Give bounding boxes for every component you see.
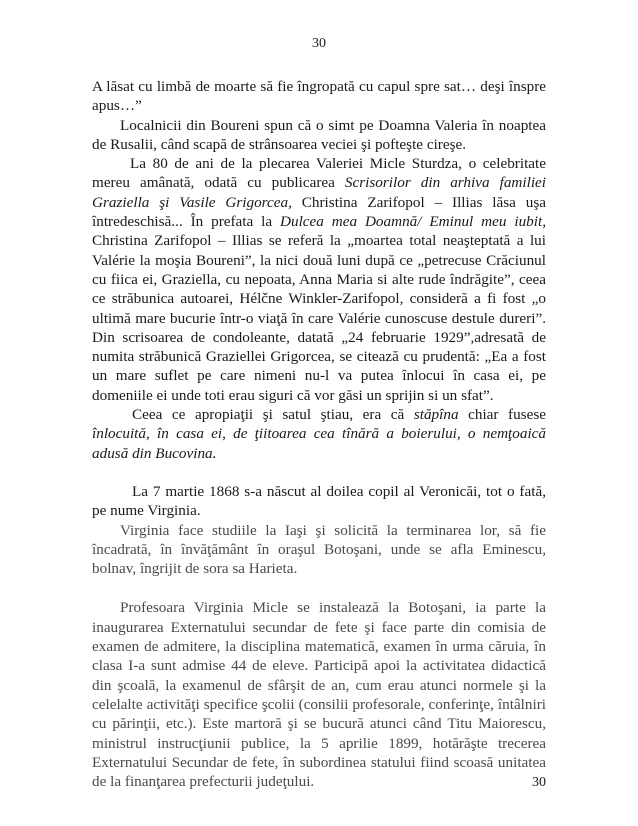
paragraph-3-text-3: Christina Zarifopol – Illias se referă la „moartea total neaşteptată a lui Valérie la moşia Boureni”, la nici două luni după ce „petrecuse Crăciunul cu fiica ei, Graziella, cu nepoata, Anna Maria si alte rude îndrăgite”, ceea ce străbunica autoarei, Hélčne Winkler-Zarifopol, consideră a fi fost „o ultimă mare bucurie într-o viaţă în care Valérie cunoscuse destule dureri”. Din scrisoarea de condoleante, datată „24 februarie 1929”,adresată de numita străbunică Graziellei Grigorcea, se citează cu prudentă: „Ea a fost un mare suflet pe care nimeni nu-l va putea înlocui în casa ei, pe domeniile ei unde toti erau siguri că vor găsi un sprijin si un sfat”. — [92, 232, 546, 404]
paragraph-4-italic-1: stăpîna — [413, 406, 459, 424]
paragraph-3-italic-2: Dulcea mea Doamnă/ Eminul meu iubit, — [280, 213, 546, 231]
paragraph-6: Virginia face studiile la Iaşi şi solicită la terminarea lor, să fie încadrată, în învăţământ în oraşul Botoşani, unde se afla Eminescu, bolnav, îngrijit de sora sa Harieta. — [92, 521, 546, 578]
paragraph-4 — [92, 405, 546, 463]
paragraph-1: A lăsat cu limbă de moarte să fie îngropată cu capul spre sat… deşi înspre apus…” — [92, 78, 546, 115]
page-number-bottom: 30 — [532, 775, 546, 790]
paragraph-4-italic-2: înlocuită, în casa ei, de ţiitoarea cea tînără a boierului, o nemţoaică adusă din Bucovina. — [92, 425, 546, 462]
page-number-top: 30 — [312, 36, 326, 51]
paragraph-3-text-1: La 80 de ani de la plecarea Valeriei Micle Sturdza, o celebritate mereu amânată, odată cu publicarea — [92, 155, 546, 192]
paragraph-3-text-2: Christina Zarifopol – Illias lăsa uşa întredeschisă... În prefata la — [92, 193, 546, 231]
paragraph-spacer — [92, 578, 546, 598]
body-text — [92, 77, 546, 791]
paragraph-7: Profesoara Virginia Micle se instalează la Botoşani, ia parte la inaugurarea Externatului secundar de fete şi face parte din comisia de examen de admitere, la disciplina matematică, examen în urma căruia, în clasa I-a sunt admise 44 de eleve. Participă apoi la activitatea didactică din şcoală, la examenul de sfârşit de an, cum erau atunci normele şi la celelalte activităţi specifice şcolii (consilii profesorale, conferinţe, întâlniri cu părinţii, etc.). Este martoră şi se bucură atunci când Titu Maiorescu, ministrul instrucţiunii publice, la 5 aprilie 1899, hotărăşte trecerea Externatului Secundar de fete, în subordinea statului fiind scoasă unitatea de la finanţarea prefecturii judeţului. — [92, 599, 546, 791]
paragraph-5: La 7 martie 1868 s-a născut al doilea copil al Veronicăi, tot o fată, pe nume Virginia. — [92, 482, 546, 520]
paragraph-2: Localnicii din Boureni spun că o simt pe Doamna Valeria în noaptea de Rusalii, când scapă de strânsoarea veciei şi pofteşte cireşe. — [92, 116, 546, 153]
paragraph-3 — [92, 154, 546, 405]
paragraph-4-text-2: chiar fusese — [458, 406, 546, 424]
paragraph-3-italic-1: Scrisorilor din arhiva familiei Graziella şi Vasile Grigorcea, — [92, 174, 546, 211]
paragraph-spacer — [92, 463, 546, 482]
paragraph-4-text-1: Ceea ce apropiaţii şi satul ştiau, era că — [132, 406, 414, 424]
